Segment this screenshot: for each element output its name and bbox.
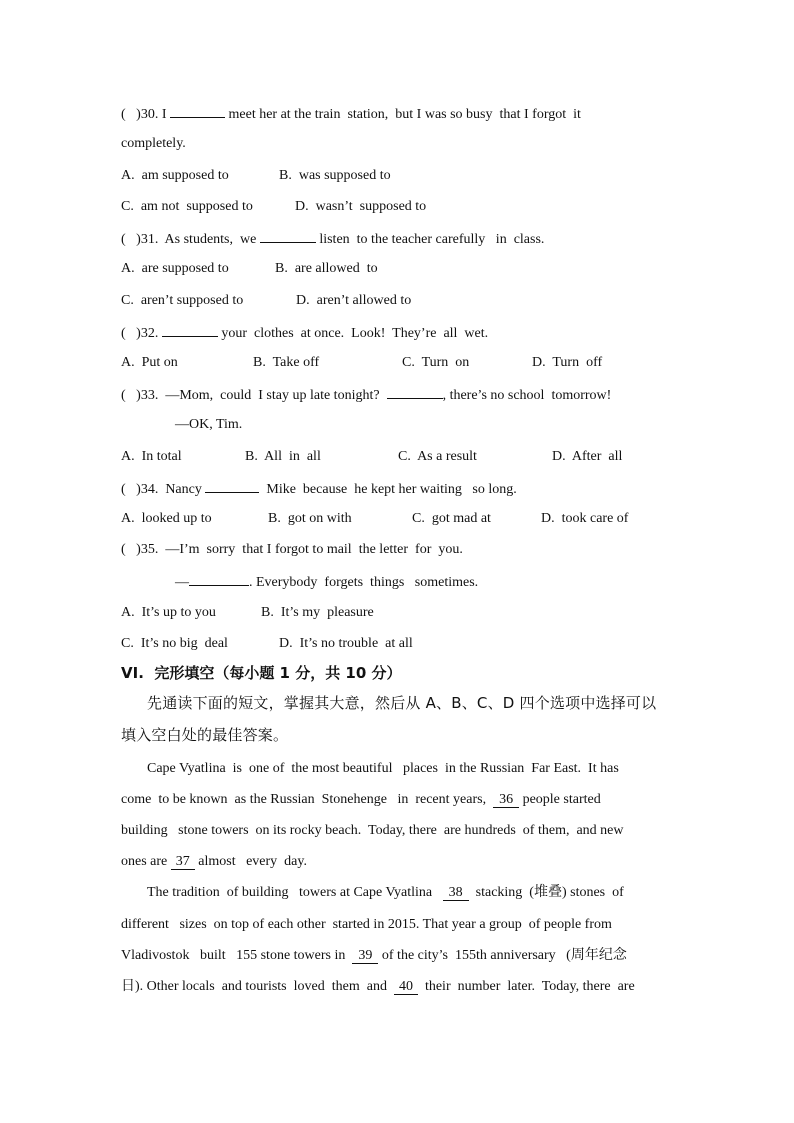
option-d[interactable]: D. It’s no trouble at all [279, 636, 413, 651]
blank-39[interactable]: 39 [352, 948, 378, 964]
question-32-stem: ( )32. your clothes at once. Look! They’re all wet. [121, 323, 488, 343]
option-c[interactable]: C. It’s no big deal [121, 636, 228, 651]
answer-blank [162, 323, 218, 337]
option-b[interactable]: B. Take off [253, 355, 320, 370]
option-b[interactable]: B. It’s my pleasure [261, 605, 374, 620]
passage-line: Vladivostok built 155 stone towers in 39 of the city’s 155th anniversary (周年纪念 [121, 948, 627, 963]
option-c[interactable]: C. got mad at [412, 511, 491, 526]
question-35-stem: ( )35. —I’m sorry that I forgot to mail the letter for you. [121, 542, 463, 557]
option-d[interactable]: D. After all [552, 449, 623, 464]
option-a[interactable]: A. looked up to [121, 511, 212, 526]
passage-line: 日). Other locals and tourists loved them and 40 their number later. Today, there are [121, 979, 635, 994]
blank-37[interactable]: 37 [171, 854, 195, 870]
blank-38[interactable]: 38 [443, 885, 469, 901]
section-instruction: 先通读下面的短文，掌握其大意，然后从 A、B、C、D 四个选项中选择可以 [147, 694, 657, 712]
answer-blank [387, 385, 443, 399]
option-c[interactable]: C. As a result [398, 449, 477, 464]
question-30-stem-continued: completely. [121, 136, 186, 151]
passage-line: Cape Vyatlina is one of the most beautiful places in the Russian Far East. It has [147, 761, 619, 776]
option-a[interactable]: A. are supposed to [121, 261, 229, 276]
question-33-reply: —OK, Tim. [175, 417, 243, 432]
option-a[interactable]: A. am supposed to [121, 168, 229, 183]
section-instruction-continued: 填入空白处的最佳答案。 [121, 726, 289, 744]
blank-40[interactable]: 40 [394, 979, 418, 995]
option-b[interactable]: B. are allowed to [275, 261, 378, 276]
option-d[interactable]: D. aren’t allowed to [296, 293, 412, 308]
answer-blank [189, 572, 249, 586]
option-d[interactable]: D. wasn’t supposed to [295, 199, 427, 214]
option-c[interactable]: C. aren’t supposed to [121, 293, 244, 308]
answer-blank [170, 104, 225, 118]
question-33-stem: ( )33. —Mom, could I stay up late tonight? , there’s no school tomorrow! [121, 385, 611, 405]
option-b[interactable]: B. got on with [268, 511, 352, 526]
question-35-reply: — . Everybody forgets things sometimes. [175, 572, 478, 592]
passage-line: building stone towers on its rocky beach. Today, there are hundreds of them, and new [121, 823, 624, 838]
option-a[interactable]: A. Put on [121, 355, 178, 370]
answer-blank [205, 479, 259, 493]
option-a[interactable]: A. It’s up to you [121, 605, 216, 620]
question-34-stem: ( )34. Nancy Mike because he kept her waiting so long. [121, 479, 517, 499]
passage-line: different sizes on top of each other started in 2015. That year a group of people from [121, 917, 612, 932]
option-c[interactable]: C. am not supposed to [121, 199, 253, 214]
answer-blank [260, 229, 316, 243]
blank-36[interactable]: 36 [493, 792, 519, 808]
passage-line: ones are 37 almost every day. [121, 854, 307, 869]
question-30-stem: ( )30. I meet her at the train station, but I was so busy that I forgot it [121, 104, 581, 124]
section-heading: VI. 完形填空（每小题 1 分，共 10 分） [121, 664, 402, 682]
option-b[interactable]: B. All in all [245, 449, 321, 464]
passage-line: come to be known as the Russian Stonehenge in recent years, 36 people started [121, 792, 601, 807]
option-a[interactable]: A. In total [121, 449, 182, 464]
question-31-stem: ( )31. As students, we listen to the teacher carefully in class. [121, 229, 544, 249]
option-d[interactable]: D. took care of [541, 511, 629, 526]
passage-line: The tradition of building towers at Cape Vyatlina 38 stacking (堆叠) stones of [147, 885, 624, 900]
option-b[interactable]: B. was supposed to [279, 168, 391, 183]
option-c[interactable]: C. Turn on [402, 355, 470, 370]
option-d[interactable]: D. Turn off [532, 355, 603, 370]
